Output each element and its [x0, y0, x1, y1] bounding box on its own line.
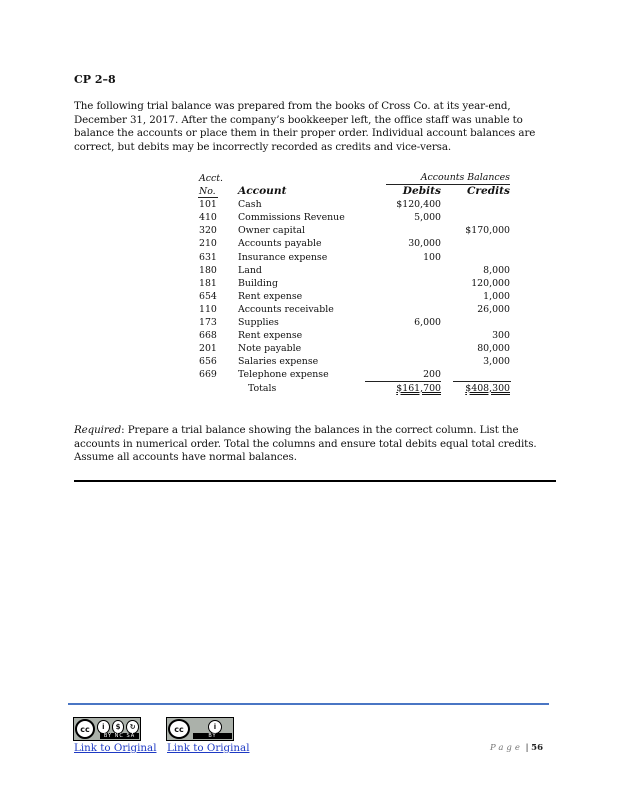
required-paragraph	[74, 424, 564, 465]
credit-amount: 3,000	[483, 356, 510, 368]
required-label: Required	[74, 424, 122, 436]
debit-amount: 30,000	[408, 238, 441, 250]
acct-header-line1: Acct.	[199, 173, 224, 184]
credit-amount: 120,000	[471, 277, 510, 289]
account-number: 180	[199, 264, 217, 276]
cc-by-badge	[166, 717, 234, 741]
total-credits: $408,300	[465, 382, 510, 394]
table-row	[196, 290, 514, 303]
debit-amount: 100	[423, 251, 441, 263]
account-number: 110	[199, 303, 217, 315]
debits-header: Debits	[402, 185, 441, 198]
table-row	[196, 251, 514, 264]
credit-amount: 300	[492, 330, 510, 342]
account-name: Telephone expense	[238, 369, 329, 381]
cc-logo-icon: cc	[75, 719, 95, 739]
account-name: Accounts payable	[238, 238, 322, 250]
table-row	[196, 329, 514, 342]
credit-amount: 26,000	[477, 303, 510, 315]
account-number: 320	[199, 225, 217, 237]
link-to-original-2[interactable]: Link to Original	[167, 742, 250, 754]
account-name: Owner capital	[238, 225, 305, 237]
intro-paragraph: The following trial balance was prepared from the books of Cross Co. at its year-end, December 31, 2017. After the company’s bookkeeper left, the office staff was unable to balance the accounts or place them in their proper order. Individual account balances are correct, but debits may be incorrectly recorded as credits and vice-versa.	[74, 100, 536, 153]
badge-strip: BY	[193, 733, 232, 739]
account-number: 101	[199, 199, 217, 211]
account-name: Rent expense	[238, 290, 303, 302]
account-name: Note payable	[238, 343, 302, 355]
attribution-icon: i	[97, 720, 110, 734]
total-debits: $161,700	[396, 382, 441, 394]
table-row	[196, 264, 514, 277]
account-number: 201	[199, 343, 217, 355]
account-name: Salaries expense	[238, 356, 319, 368]
account-number: 181	[199, 277, 217, 289]
cc-by-nc-sa-badge	[73, 717, 141, 741]
table-header-row-2	[196, 185, 514, 198]
account-number: 654	[199, 290, 217, 302]
page-label: Page	[489, 743, 523, 753]
table-row	[196, 342, 514, 355]
credit-amount: 8,000	[483, 264, 510, 276]
cc-logo-icon: cc	[168, 719, 190, 739]
page-number	[490, 743, 543, 753]
totals-row	[196, 382, 514, 395]
credit-amount: 1,000	[483, 290, 510, 302]
account-name: Land	[238, 264, 262, 276]
account-number: 669	[199, 369, 217, 381]
section-divider	[74, 480, 556, 482]
account-name: Rent expense	[238, 330, 303, 342]
debit-amount: $120,400	[396, 199, 441, 211]
debit-amount: 5,000	[414, 212, 441, 224]
credit-amount: 80,000	[477, 343, 510, 355]
balances-header: Accounts Balances	[386, 172, 510, 185]
attribution-icon: i	[208, 720, 222, 734]
credit-amount: $170,000	[465, 225, 510, 237]
account-name: Supplies	[238, 317, 279, 329]
table-body	[196, 198, 514, 381]
account-number: 631	[199, 251, 217, 263]
account-name: Accounts receivable	[238, 303, 334, 315]
account-number: 173	[199, 317, 217, 329]
account-name: Insurance expense	[238, 251, 328, 263]
sharealike-icon: ↻	[126, 720, 139, 734]
table-header-row-1	[196, 172, 514, 185]
acct-header-line2: No.	[199, 186, 216, 198]
account-number: 210	[199, 238, 217, 250]
required-text: : Prepare a trial balance showing the balances in the correct column. List the accounts in numerical order. Total the columns and ensure total debits equal total credits. Assume all accounts have normal balances.	[74, 424, 537, 464]
problem-heading: CP 2–8	[74, 73, 116, 86]
account-header: Account	[238, 185, 287, 198]
debit-amount: 200	[423, 369, 441, 381]
totals-label: Totals	[248, 382, 277, 394]
page-number-value: 56	[531, 743, 543, 753]
footer-divider	[68, 703, 549, 705]
account-name: Cash	[238, 199, 262, 211]
table-row	[196, 198, 514, 211]
table-row	[196, 237, 514, 250]
account-name: Commissions Revenue	[238, 212, 345, 224]
account-number: 656	[199, 356, 217, 368]
badge-strip: BY NC SA	[100, 733, 139, 739]
table-row	[196, 211, 514, 224]
table-row	[196, 355, 514, 368]
noncommercial-icon: $	[112, 720, 125, 734]
table-row	[196, 277, 514, 290]
page-separator: |	[525, 743, 529, 753]
link-to-original-1[interactable]: Link to Original	[74, 742, 157, 754]
debit-amount: 6,000	[414, 317, 441, 329]
table-row	[196, 316, 514, 329]
trial-balance-table	[196, 172, 514, 395]
account-number: 410	[199, 212, 217, 224]
account-number: 668	[199, 330, 217, 342]
table-row	[196, 303, 514, 316]
account-name: Building	[238, 277, 278, 289]
credits-header: Credits	[466, 185, 510, 198]
table-row	[196, 224, 514, 237]
